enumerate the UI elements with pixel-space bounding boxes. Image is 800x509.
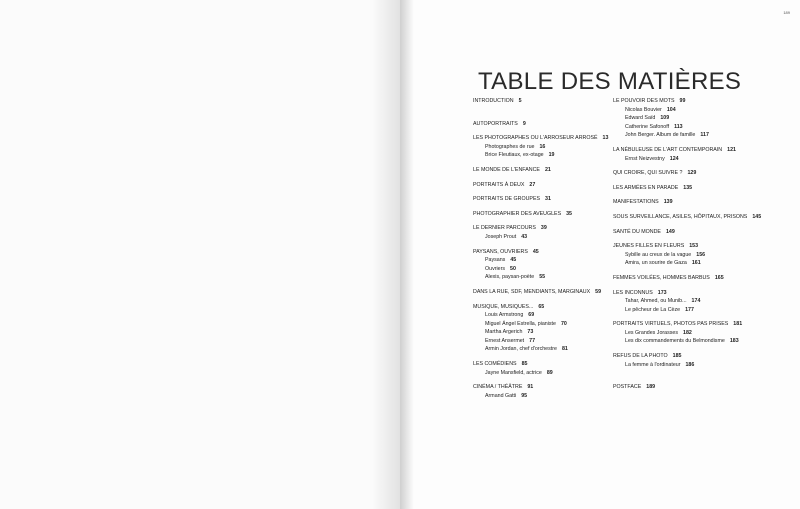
toc-chapter-entry (613, 228, 761, 237)
toc-subentry (473, 320, 608, 329)
toc-page-number: 189 (646, 384, 656, 391)
toc-page-number: 113 (674, 123, 683, 130)
toc-subentry (473, 392, 608, 401)
toc-chapter-entry (473, 181, 608, 190)
toc-entry-label: LES ARMÉES EN PARADE (613, 184, 679, 191)
toc-subentry (613, 251, 761, 260)
toc-subentry (473, 233, 608, 242)
toc-entry-label: Tahar, Ahmed, ou Munib... (625, 298, 687, 305)
toc-chapter-entry (613, 274, 761, 283)
toc-page-number: 173 (657, 289, 667, 296)
toc-entry-label: Jayne Mansfield, actrice (485, 369, 542, 376)
toc-chapter-entry (473, 224, 608, 233)
toc-page-number: 45 (532, 248, 539, 255)
toc-page-number: 135 (683, 184, 693, 191)
toc-subentry (473, 337, 608, 346)
toc-chapter-entry (473, 97, 608, 106)
toc-entry-label: PAYSANS, OUVRIERS (473, 248, 528, 255)
toc-subentry (613, 259, 761, 268)
toc-page-number: 186 (685, 361, 695, 368)
toc-subentry (473, 151, 608, 160)
toc-subentry (613, 306, 761, 315)
toc-page-number: 9 (522, 120, 526, 127)
toc-entry-label: Ernst Neizvestny (625, 155, 665, 162)
toc-page-number: 145 (752, 213, 762, 220)
toc-entry-label: LE POUVOIR DES MOTS (613, 98, 675, 104)
toc-entry-label: Joseph Prout (485, 233, 517, 240)
toc-entry-label: FEMMES VOILÉES, HOMMES BARBUS (613, 274, 710, 281)
toc-page-number: 43 (521, 233, 528, 240)
toc-page-number: 69 (528, 312, 535, 319)
toc-page-number: 31 (545, 196, 551, 203)
toc-entry-label: JEUNES FILLES EN FLEURS (613, 243, 685, 250)
toc-chapter-entry (613, 383, 761, 392)
left-page-fold-shadow (372, 0, 400, 509)
toc-page-number: 121 (727, 146, 736, 153)
toc-subentry (473, 273, 608, 282)
toc-chapter-entry (473, 210, 608, 219)
toc-entry-label: LES COMÉDIENS (473, 361, 517, 368)
toc-subentry (473, 143, 608, 152)
toc-subentry (613, 337, 761, 346)
toc-page-number: 149 (665, 228, 675, 235)
toc-entry-label: Ernest Ansermet (485, 337, 525, 344)
toc-subentry (473, 369, 608, 378)
toc-page-number: 177 (685, 306, 694, 313)
toc-entry-label: PORTRAITS DE GROUPES (473, 196, 541, 203)
toc-entry-label: DANS LA RUE, SDF, MENDIANTS, MARGINAUX (473, 288, 591, 295)
toc-page-number: 161 (691, 260, 701, 267)
toc-page-number: 39 (540, 225, 547, 232)
toc-entry-label: SANTÉ DU MONDE (613, 228, 661, 235)
toc-chapter-entry (613, 184, 761, 193)
toc-entry-label: LA NÉBULEUSE DE L'ART CONTEMPORAIN (613, 146, 723, 153)
toc-page-number: 104 (666, 106, 676, 113)
toc-entry-label: Armand Gatti (485, 392, 517, 399)
toc-chapter-entry (613, 213, 761, 222)
toc-subentry (613, 297, 761, 306)
toc-subentry (473, 311, 608, 320)
toc-entry-label: Nicolas Bouvier (625, 106, 662, 113)
toc-entry-label: Martha Argerich (485, 329, 523, 336)
toc-chapter-entry (613, 320, 761, 329)
toc-chapter-entry (473, 195, 608, 204)
toc-page-number: 89 (546, 369, 553, 376)
toc-page-number: 59 (595, 288, 602, 295)
toc-chapter-entry (613, 198, 761, 207)
toc-entry-label: INTRODUCTION (473, 98, 514, 104)
toc-entry-label: Brice Fleutiaux, ex-otage (485, 152, 544, 159)
toc-entry-label: Paysans (485, 257, 506, 264)
toc-right-column (613, 97, 761, 392)
toc-page-number: 16 (539, 143, 546, 150)
toc-entry-label: Ouvriers (485, 265, 506, 272)
toc-chapter-entry (613, 169, 761, 178)
toc-subentry (613, 155, 761, 164)
toc-page-number: 182 (683, 329, 692, 336)
toc-subentry (613, 114, 761, 123)
toc-chapter-entry (473, 120, 608, 129)
toc-chapter-entry (613, 289, 761, 298)
toc-chapter-entry (473, 134, 608, 143)
toc-left-column (473, 97, 608, 400)
toc-page-number: 129 (687, 170, 697, 177)
toc-chapter-entry (473, 288, 608, 297)
toc-chapter-entry (473, 383, 608, 392)
toc-subentry (473, 265, 608, 274)
toc-chapter-entry (473, 360, 608, 369)
toc-entry-label: QUI CROIRE, QUI SUIVRE ? (613, 170, 683, 177)
toc-entry-label: Le pêcheur de La Cèze (625, 306, 681, 313)
toc-entry-label: LES PHOTOGRAPHES OU L'ARROSEUR ARROSÉ (473, 135, 598, 142)
toc-entry-label: Armin Jordan, chef d'orchestre (485, 346, 557, 353)
toc-page-number: 19 (548, 152, 555, 159)
toc-chapter-entry (613, 242, 761, 251)
toc-title: TABLE DES MATIÈRES (478, 68, 742, 95)
toc-entry-label: PHOTOGRAPHIER DES AVEUGLES (473, 210, 562, 217)
toc-chapter-entry (613, 97, 761, 106)
toc-entry-label: Alexis, paysan-poète (485, 274, 535, 281)
toc-chapter-entry (613, 352, 761, 361)
toc-page-number: 117 (700, 132, 709, 139)
toc-entry-label: Photographes de rue (485, 143, 535, 150)
toc-page-number: 85 (521, 361, 528, 368)
toc-page-number: 81 (561, 346, 568, 353)
toc-chapter-entry (473, 166, 608, 175)
toc-subentry (613, 123, 761, 132)
toc-page-number: 21 (544, 166, 551, 173)
toc-page-number: 50 (510, 265, 516, 272)
toc-chapter-entry (473, 303, 608, 312)
toc-subentry (473, 256, 608, 265)
toc-entry-label: LE DERNIER PARCOURS (473, 225, 536, 232)
toc-entry-label: POSTFACE (613, 384, 642, 391)
toc-page-number: 35 (566, 210, 573, 217)
toc-page-number: 70 (560, 320, 567, 327)
right-page-fold-shadow (400, 0, 414, 509)
toc-page-number: 5 (518, 98, 522, 104)
toc-entry-label: AUTOPORTRAITS (473, 120, 518, 127)
toc-entry-label: Miguel Ángel Estrella, pianiste (485, 320, 556, 327)
toc-entry-label: MUSIQUE, MUSIQUES... (473, 303, 534, 310)
toc-subentry (613, 329, 761, 338)
toc-page-number: 91 (527, 384, 534, 391)
toc-page-number: 165 (714, 274, 724, 281)
toc-page-number: 156 (696, 251, 706, 258)
toc-page-number: 139 (663, 199, 673, 206)
toc-entry-label: REFUS DE LA PHOTO (613, 353, 668, 360)
toc-spacer (473, 106, 608, 120)
toc-entry-label: John Berger. Album de famille (625, 132, 696, 139)
toc-entry-label: PORTRAITS À DEUX (473, 181, 525, 188)
toc-entry-label: Les Grandes Jorasses (625, 329, 678, 336)
toc-page-number: 73 (527, 329, 534, 336)
toc-subentry (613, 106, 761, 115)
toc-entry-label: Edward Saïd (625, 115, 656, 122)
toc-subentry (473, 328, 608, 337)
toc-entry-label: LE MONDE DE L'ENFANCE (473, 166, 540, 173)
toc-page-number: 55 (539, 274, 546, 281)
toc-page-number: 45 (510, 257, 517, 264)
toc-page-number: 27 (529, 181, 536, 188)
toc-page-number: 183 (729, 338, 739, 345)
toc-page-number: 109 (660, 115, 670, 122)
toc-page-number: 153 (689, 243, 699, 250)
toc-entry-label: CINÉMA / THÉÂTRE (473, 384, 523, 391)
toc-page-number: 124 (669, 155, 679, 162)
toc-entry-label: SOUS SURVEILLANCE, ASILES, HÔPITAUX, PRISONS (613, 213, 748, 220)
toc-page-number: 65 (538, 303, 545, 310)
toc-spacer (613, 369, 761, 383)
toc-page-number: 13 (602, 135, 609, 142)
toc-page-number: 181 (733, 321, 743, 328)
page-number: 189 (783, 10, 790, 15)
toc-page-number: 95 (521, 392, 528, 399)
toc-page-number: 185 (672, 353, 682, 360)
toc-chapter-entry (613, 146, 761, 155)
toc-subentry (473, 345, 608, 354)
toc-entry-label: La femme à l'ordinateur (625, 361, 681, 368)
toc-entry-label: Sybille au creux de la vague (625, 251, 692, 258)
toc-page-number: 77 (529, 337, 536, 344)
toc-subentry (613, 131, 761, 140)
toc-subentry (613, 361, 761, 370)
toc-entry-label: Louis Armstrong (485, 312, 524, 319)
toc-chapter-entry (473, 248, 608, 257)
toc-entry-label: Les dix commandements du Belmondisme (625, 338, 725, 345)
toc-page-number: 99 (679, 98, 686, 104)
toc-entry-label: Catherine Safonoff (625, 123, 670, 130)
toc-page-number: 174 (691, 298, 701, 305)
toc-entry-label: PORTRAITS VIRTUELS, PHOTOS PAS PRISES (613, 321, 729, 328)
toc-entry-label: Amira, un sourire de Gaza (625, 260, 687, 267)
toc-entry-label: LES INCONNUS (613, 289, 653, 296)
toc-entry-label: MANIFESTATIONS (613, 199, 659, 206)
